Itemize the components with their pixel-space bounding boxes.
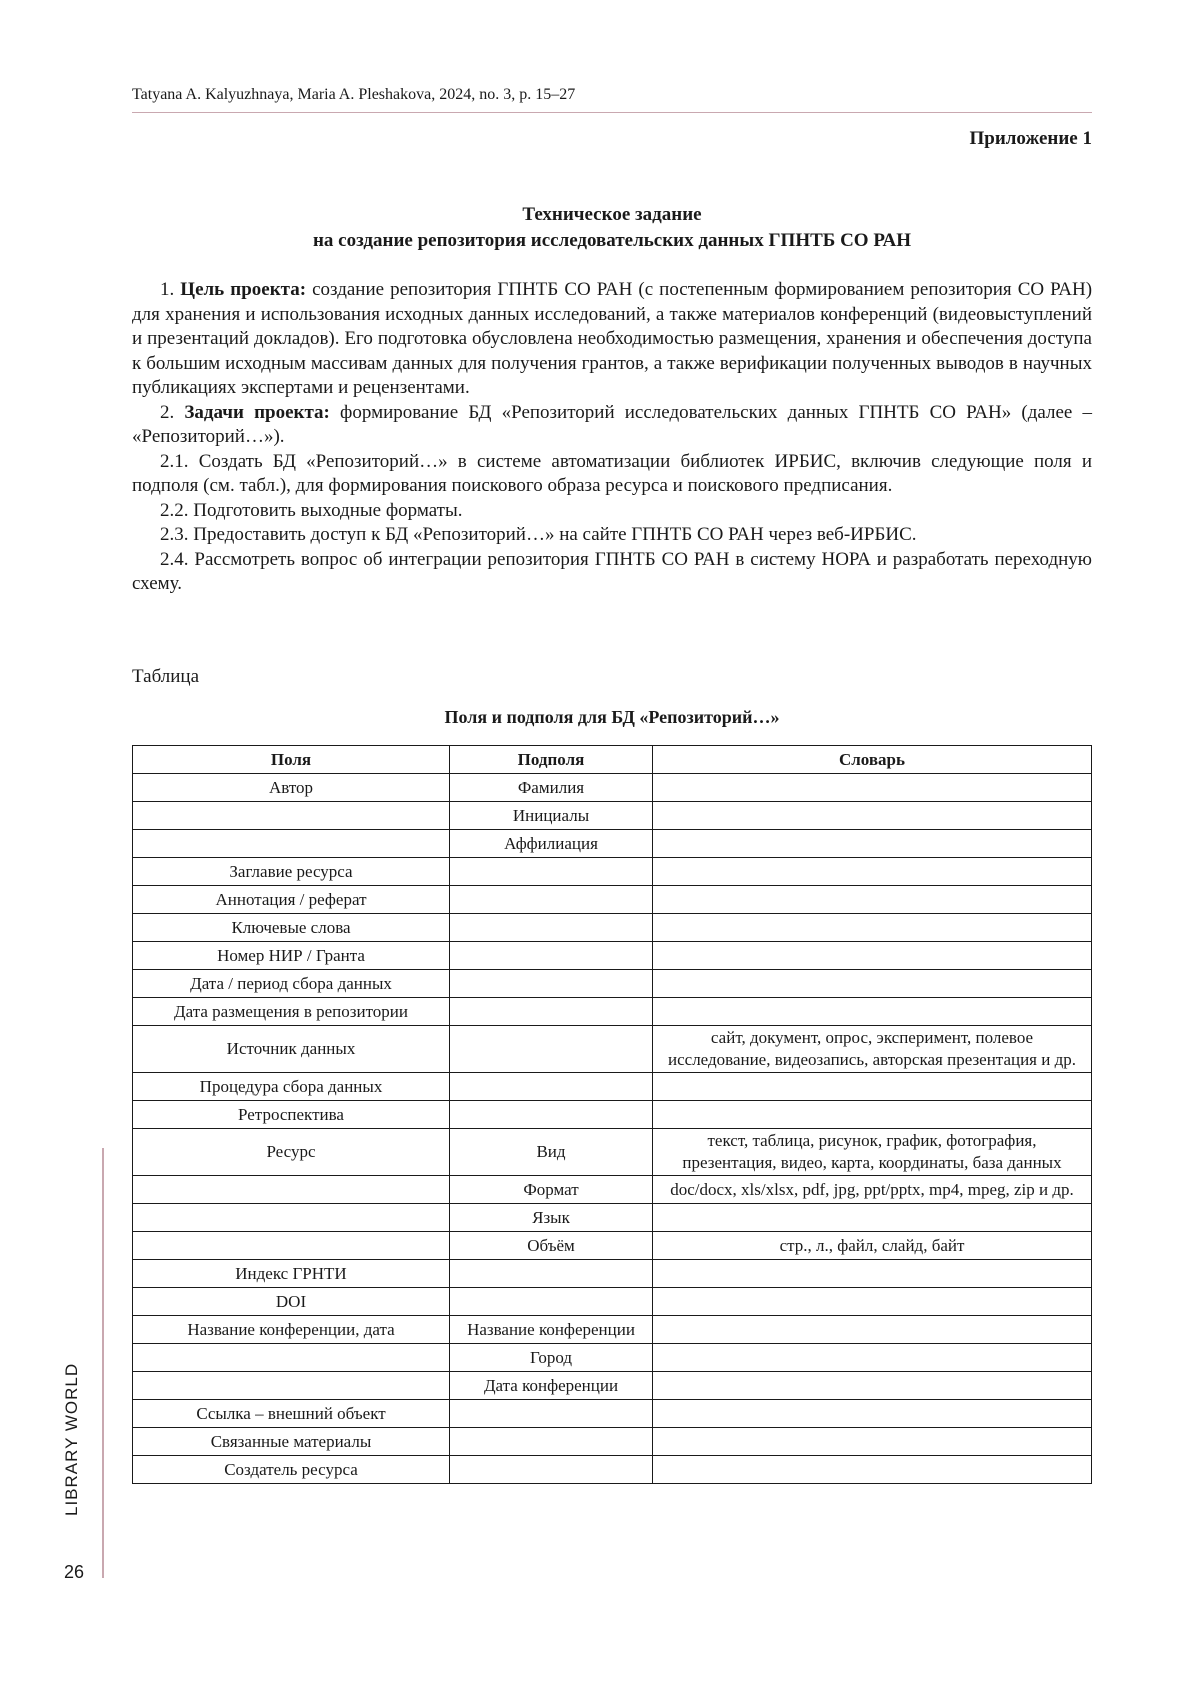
cell-field: Ресурс: [133, 1129, 450, 1176]
cell-subfield: Объём: [450, 1232, 653, 1260]
cell-subfield: [450, 914, 653, 942]
cell-field: [133, 1176, 450, 1204]
paragraph-2-1: 2.1. Создать БД «Репозиторий…» в системе автоматизации библиотек ИРБИС, включив следующие поля и подполя (см. табл.), для формирования поискового образа ресурса и поискового предписания.: [132, 450, 1092, 496]
cell-field: Автор: [133, 774, 450, 802]
cell-field: [133, 802, 450, 830]
cell-field: [133, 1232, 450, 1260]
cell-vocabulary: [653, 1372, 1092, 1400]
cell-field: [133, 1372, 450, 1400]
cell-field: DOI: [133, 1288, 450, 1316]
table-row: [133, 1176, 1092, 1204]
table-row: [133, 1101, 1092, 1129]
table-row: [133, 886, 1092, 914]
cell-subfield: Название конференции: [450, 1316, 653, 1344]
cell-subfield: [450, 1428, 653, 1456]
table-row: [133, 998, 1092, 1026]
cell-subfield: [450, 1101, 653, 1129]
cell-subfield: [450, 1288, 653, 1316]
cell-vocabulary: [653, 830, 1092, 858]
cell-vocabulary: [653, 858, 1092, 886]
cell-subfield: [450, 942, 653, 970]
header-fields: Поля: [133, 746, 450, 774]
table-row: [133, 802, 1092, 830]
cell-field: Заглавие ресурса: [133, 858, 450, 886]
paragraph-goal: 1. Цель проекта: создание репозитория ГПНТБ СО РАН (с постепенным формированием репозитория СО РАН) для хранения и использования исходных данных исследований, а также материалов конференций (видеовыступлений и презентаций докладов). Его подготовка обусловлена необходимостью размещения, хранения и обеспечения доступа к большим исходным массивам данных для получения грантов, а также верификации полученных выводов в научных публикациях экспертами и рецензентами.: [132, 279, 1093, 398]
cell-subfield: [450, 1073, 653, 1101]
cell-subfield: [450, 970, 653, 998]
table-row: [133, 1073, 1092, 1101]
table-caption: Поля и подполя для БД «Репозиторий…»: [444, 707, 780, 727]
cell-subfield: [450, 998, 653, 1026]
cell-vocabulary: [653, 970, 1092, 998]
goal-label: Цель проекта:: [180, 279, 307, 300]
cell-vocabulary: [653, 1288, 1092, 1316]
table-row: [133, 1428, 1092, 1456]
tasks-text: формирование БД «Репозиторий исследовательских данных ГПНТБ СО РАН» (далее – «Репозиторий…»).: [132, 401, 1092, 447]
cell-subfield: Фамилия: [450, 774, 653, 802]
cell-vocabulary: [653, 886, 1092, 914]
cell-subfield: Дата конференции: [450, 1372, 653, 1400]
sidebar-rule: [102, 1148, 104, 1578]
tasks-label: Задачи проекта:: [184, 401, 330, 423]
paragraph-2-4: 2.4. Рассмотреть вопрос об интеграции репозитория ГПНТБ СО РАН в систему НОРА и разработать переходную схему.: [132, 548, 1092, 594]
appendix-label: Приложение 1: [969, 128, 1092, 149]
table-row: [133, 1344, 1092, 1372]
table-row: [133, 1026, 1092, 1073]
cell-field: Ссылка – внешний объект: [133, 1400, 450, 1428]
cell-subfield: Формат: [450, 1176, 653, 1204]
cell-vocabulary: сайт, документ, опрос, эксперимент, полевое исследование, видеозапись, авторская презентация и др.: [653, 1026, 1092, 1073]
header-subfields: Подполя: [450, 746, 653, 774]
cell-vocabulary: [653, 998, 1092, 1026]
cell-vocabulary: [653, 1400, 1092, 1428]
table-row: [133, 1232, 1092, 1260]
cell-subfield: [450, 1026, 653, 1073]
cell-vocabulary: [653, 1204, 1092, 1232]
cell-vocabulary: [653, 914, 1092, 942]
table-header-row: [133, 746, 1092, 774]
cell-field: Ретроспектива: [133, 1101, 450, 1129]
document-title: [132, 202, 1092, 254]
running-head: Tatyana A. Kalyuzhnaya, Maria A. Pleshakova, 2024, no. 3, p. 15–27: [132, 86, 1092, 113]
table-row: [133, 858, 1092, 886]
table-label: Таблица: [132, 666, 200, 687]
cell-subfield: Город: [450, 1344, 653, 1372]
cell-field: Дата / период сбора данных: [133, 970, 450, 998]
paragraph-2-2: 2.2. Подготовить выходные форматы.: [160, 499, 463, 521]
body-text: [132, 278, 1092, 597]
cell-vocabulary: [653, 1316, 1092, 1344]
cell-vocabulary: стр., л., файл, слайд, байт: [653, 1232, 1092, 1260]
cell-field: [133, 1344, 450, 1372]
table-row: [133, 1400, 1092, 1428]
cell-vocabulary: [653, 942, 1092, 970]
table-body: [133, 774, 1092, 1484]
table-row: [133, 1456, 1092, 1484]
table-row: [133, 1129, 1092, 1176]
cell-subfield: Вид: [450, 1129, 653, 1176]
cell-vocabulary: [653, 802, 1092, 830]
title-line-1: Техническое задание: [522, 204, 702, 225]
cell-vocabulary: [653, 1428, 1092, 1456]
cell-subfield: [450, 858, 653, 886]
cell-vocabulary: текст, таблица, рисунок, график, фотография, презентация, видео, карта, координаты, база данных: [653, 1129, 1092, 1176]
cell-field: [133, 1204, 450, 1232]
cell-vocabulary: doc/docx, xls/xlsx, pdf, jpg, ppt/pptx, mp4, mpeg, zip и др.: [653, 1176, 1092, 1204]
cell-field: Номер НИР / Гранта: [133, 942, 450, 970]
fields-table: [132, 745, 1092, 1484]
journal-name: LIBRARY WORLD: [62, 1362, 81, 1516]
cell-subfield: [450, 1400, 653, 1428]
cell-vocabulary: [653, 1101, 1092, 1129]
page-number: 26: [64, 1562, 85, 1582]
cell-field: Название конференции, дата: [133, 1316, 450, 1344]
table-row: [133, 1204, 1092, 1232]
cell-vocabulary: [653, 774, 1092, 802]
title-line-2: на создание репозитория исследовательских данных ГПНТБ СО РАН: [312, 230, 912, 251]
cell-subfield: [450, 1456, 653, 1484]
cell-field: Индекс ГРНТИ: [133, 1260, 450, 1288]
table-row: [133, 774, 1092, 802]
cell-vocabulary: [653, 1073, 1092, 1101]
paragraph-tasks: 2. Задачи проекта: формирование БД «Репозиторий исследовательских данных ГПНТБ СО РАН» (далее – «Репозиторий…»).: [132, 401, 1092, 447]
cell-field: Процедура сбора данных: [133, 1073, 450, 1101]
cell-vocabulary: [653, 1344, 1092, 1372]
table-row: [133, 1260, 1092, 1288]
table-row: [133, 830, 1092, 858]
cell-field: Аннотация / реферат: [133, 886, 450, 914]
cell-subfield: Инициалы: [450, 802, 653, 830]
cell-subfield: Язык: [450, 1204, 653, 1232]
cell-field: Создатель ресурса: [133, 1456, 450, 1484]
cell-vocabulary: [653, 1260, 1092, 1288]
cell-subfield: Аффилиация: [450, 830, 653, 858]
paragraph-2-3: 2.3. Предоставить доступ к БД «Репозиторий…» на сайте ГПНТБ СО РАН через веб-ИРБИС.: [160, 524, 917, 545]
cell-field: Дата размещения в репозитории: [133, 998, 450, 1026]
goal-text: создание репозитория ГПНТБ СО РАН (с постепенным формированием репозитория СО РАН) для хранения и использования исходных данных исследований, а также материалов конференций (видеовыступлений и презентаций докладов). Его подготовка обусловлена необходимостью размещения, хранения и обеспечения доступа к большим исходным массивам данных для получения грантов, а также верификации полученных выводов в научных публикациях экспертами и рецензентами.: [132, 279, 1093, 398]
cell-subfield: [450, 886, 653, 914]
header-vocabulary: Словарь: [653, 746, 1092, 774]
table-row: [133, 1316, 1092, 1344]
cell-vocabulary: [653, 1456, 1092, 1484]
table-row: [133, 914, 1092, 942]
table-row: [133, 942, 1092, 970]
table-row: [133, 970, 1092, 998]
cell-field: [133, 830, 450, 858]
cell-field: Связанные материалы: [133, 1428, 450, 1456]
cell-field: Ключевые слова: [133, 914, 450, 942]
cell-field: Источник данных: [133, 1026, 450, 1073]
table-row: [133, 1372, 1092, 1400]
cell-subfield: [450, 1260, 653, 1288]
table-row: [133, 1288, 1092, 1316]
